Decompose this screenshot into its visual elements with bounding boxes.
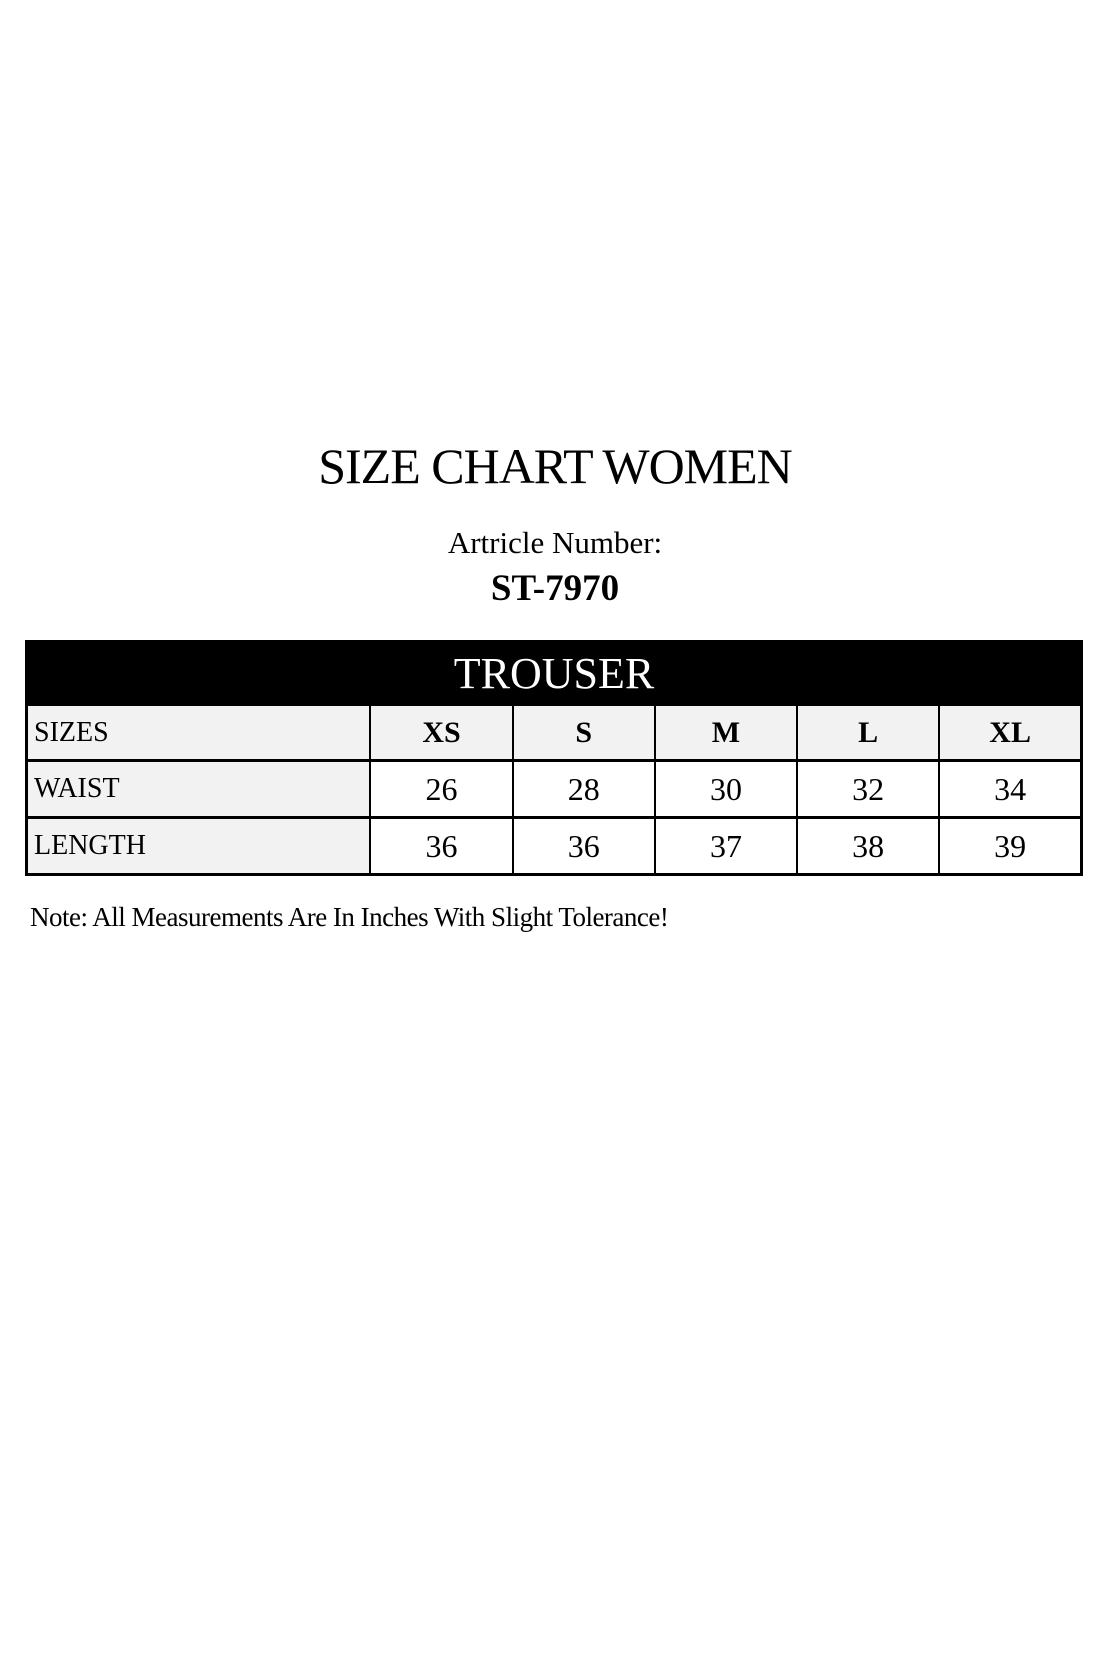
table-banner-row [27,642,1082,705]
row-label-waist: WAIST [27,761,371,818]
article-number-value: ST-7970 [490,568,620,609]
article-number-label: Artricle Number: [447,525,663,560]
header-cell-s: S [513,705,655,761]
header-cell-xs: XS [370,705,512,761]
header-cell-l: L [797,705,939,761]
page-title: SIZE CHART WOMEN [318,438,792,494]
length-value-m: 37 [655,818,797,875]
length-value-s: 36 [513,818,655,875]
waist-value-m: 30 [655,761,797,818]
header-cell-xl: XL [939,705,1081,761]
header-cell-sizes: SIZES [27,705,371,761]
header-cell-m: M [655,705,797,761]
table-row-length [27,818,1082,875]
length-value-xl: 39 [939,818,1081,875]
waist-value-xl: 34 [939,761,1081,818]
table-banner-trouser: TROUSER [27,642,1082,705]
size-table [25,640,1083,876]
waist-value-l: 32 [797,761,939,818]
length-value-l: 38 [797,818,939,875]
table-header-row [27,705,1082,761]
table-row-waist [27,761,1082,818]
waist-value-xs: 26 [370,761,512,818]
row-label-length: LENGTH [27,818,371,875]
waist-value-s: 28 [513,761,655,818]
length-value-xs: 36 [370,818,512,875]
note-text: Note: All Measurements Are In Inches With Slight Tolerance! [30,902,669,932]
